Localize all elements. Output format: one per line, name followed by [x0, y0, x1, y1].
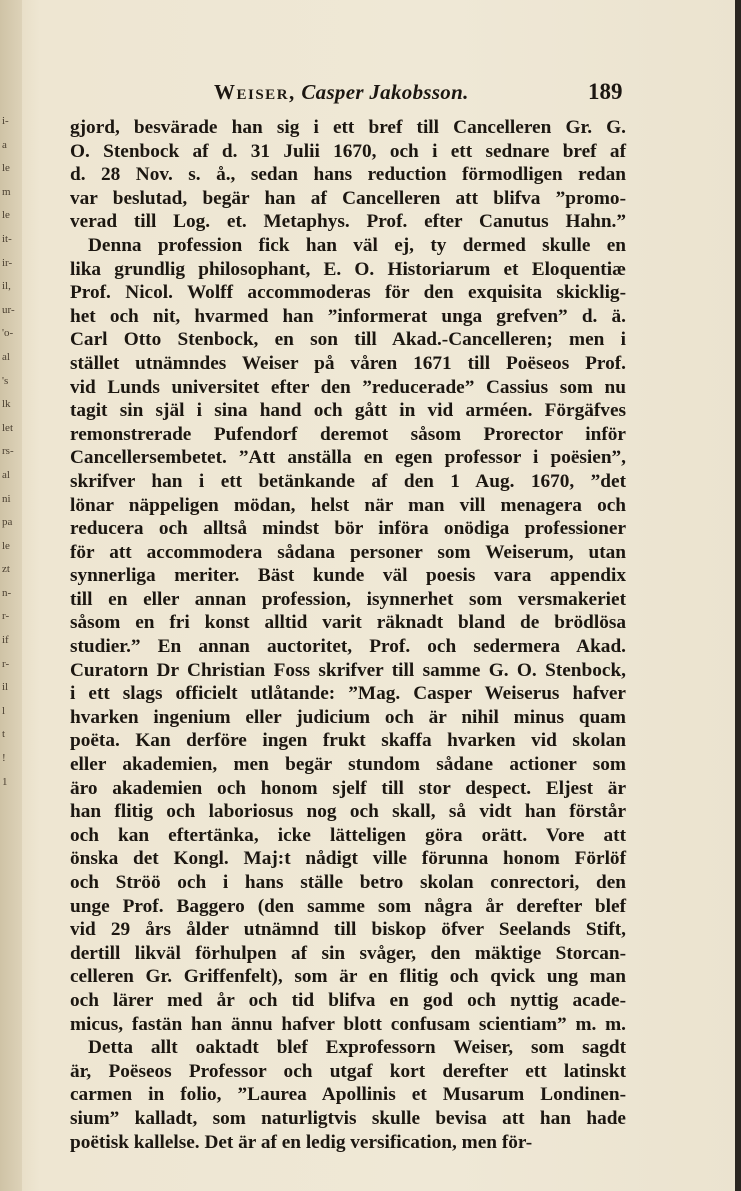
edge-mark: a: [2, 138, 7, 151]
text-line: Prof. Nicol. Wolff accommoderas för den exquisita skicklig-: [70, 282, 626, 304]
edge-mark: let: [2, 421, 13, 434]
edge-mark: il,: [2, 280, 11, 293]
text-line: var beslutad, begär han af Cancelleren att blifva ”promo-: [70, 187, 626, 209]
text-line: såsom en fri konst alltid varit räknadt bland de brödlösa: [70, 612, 626, 634]
edge-mark: if: [2, 634, 9, 647]
text-line: micus, fastän han ännu hafver blott confusam scientiam” m. m.: [70, 1013, 626, 1035]
text-line: vid 29 års ålder utnämnd till biskop öfver Seelands Stift,: [70, 919, 626, 941]
text-line: Cancellersembetet. ”Att anställa en egen professor i poësien”,: [70, 447, 626, 469]
edge-mark: rs-: [2, 445, 14, 458]
edge-mark: ur-: [2, 303, 15, 316]
text-line: Curatorn Dr Christian Foss skrifver till samme G. O. Stenbock,: [70, 659, 626, 681]
text-line: O. Stenbock af d. 31 Julii 1670, och i ett sednare bref af: [70, 140, 626, 162]
edge-mark: le: [2, 539, 10, 552]
text-line: önska det Kongl. Maj:t nådigt ville förunna honom Förlöf: [70, 848, 626, 870]
text-line: verad till Log. et. Metaphys. Prof. efter Canutus Hahn.”: [70, 211, 626, 233]
text-line: är, Poëseos Professor och utgaf kort derefter ett latinskt: [70, 1060, 626, 1082]
text-line: carmen in folio, ”Laurea Apollinis et Musarum Londinen-: [70, 1084, 626, 1106]
text-line: het och nit, hvarmed han ”informerat unga grefven” d. ä.: [70, 305, 626, 327]
page-number: 189: [588, 79, 623, 104]
text-line: och Ströö och i hans ställe betro skolan conrectori, den: [70, 872, 626, 893]
text-line: för att accommodera sådana personer som Weiserum, utan: [70, 541, 626, 563]
text-line: unge Prof. Baggero (den samme som några år derefter blef: [70, 895, 626, 917]
edge-mark: lk: [2, 398, 11, 411]
text-line: han flitig och laboriosus nog och skall, så vidt han förstår: [70, 801, 626, 823]
edge-mark: n-: [2, 586, 12, 599]
text-line: tagit sin själ i sina hand och gått in vid arméen. Förgäfves: [70, 400, 626, 422]
edge-mark: it-: [2, 232, 12, 245]
edge-mark: zt: [2, 563, 10, 576]
text-line: eller akademien, men begär stundom sådane actioner som: [70, 754, 626, 776]
text-line: poëtisk kallelse. Det är af en ledig versification, men för-: [70, 1131, 533, 1153]
edge-mark: 's: [2, 374, 9, 387]
edge-mark: r-: [2, 610, 10, 623]
edge-mark: ni: [2, 492, 11, 505]
edge-mark: al: [2, 468, 10, 481]
edge-mark: !: [2, 752, 6, 765]
edge-mark: le: [2, 209, 10, 222]
text-line: dertill likväl förhulpen af sin svåger, den mäktige Storcan-: [70, 942, 626, 964]
text-line: vid Lunds universitet efter den ”reducerade” Cassius som nu: [70, 376, 626, 398]
text-line: reducera och alltså mindst bör införa onödiga professioner: [70, 518, 626, 540]
edge-mark: ir-: [2, 256, 13, 269]
text-line: äro akademien och honom sjelf till stor despect. Eljest är: [70, 777, 626, 799]
text-line: celleren Gr. Griffenfelt), som är en flitig och qvick ung man: [70, 966, 626, 988]
text-line: till en eller annan profession, isynnerhet som versmakeriet: [70, 588, 626, 610]
edge-mark: i-: [2, 115, 9, 127]
edge-mark: pa: [2, 516, 13, 529]
edge-mark: 1: [2, 775, 8, 788]
running-head-title: Casper Jakobsson.: [301, 80, 469, 104]
text-line: studier.” En annan auctoritet, Prof. och sedermera Akad.: [70, 636, 626, 658]
page-right-edge: [735, 0, 741, 1191]
running-head-author: Weiser,: [214, 80, 296, 104]
text-line: Carl Otto Stenbock, en son till Akad.-Cancelleren; men i: [70, 329, 626, 351]
edge-mark: r-: [2, 657, 10, 670]
page-header: [0, 80, 741, 110]
text-line: lika grundlig philosophant, E. O. Historiarum et Eloquentiæ: [70, 258, 626, 280]
edge-mark: m: [2, 185, 11, 198]
text-line: Detta allt oaktadt blef Exprofessorn Weiser, som sagdt: [88, 1037, 626, 1059]
text-line: i ett slags officielt utlåtande: ”Mag. Casper Weiserus hafver: [70, 683, 626, 705]
text-line: poëta. Kan derföre ingen frukt skaffa hvarken vid skolan: [70, 730, 626, 752]
edge-mark: 'o-: [2, 327, 14, 340]
edge-mark: l: [2, 704, 6, 717]
text-line: skrifver han i ett betänkande af den 1 Aug. 1670, ”det: [70, 470, 626, 492]
adjacent-page-marks: [2, 110, 18, 794]
edge-mark: t: [2, 728, 6, 741]
text-line: stället utnämndes Weiser på våren 1671 till Poëseos Prof.: [70, 352, 626, 374]
text-line: d. 28 Nov. s. å., sedan hans reduction förmodligen redan: [70, 164, 626, 186]
text-line: gjord, besvärade han sig i ett bref till Cancelleren Gr. G.: [70, 117, 626, 138]
edge-mark: le: [2, 162, 10, 175]
edge-mark: al: [2, 350, 10, 363]
text-line: Denna profession fick han väl ej, ty dermed skulle en: [88, 234, 626, 256]
text-line: och lärer med år och tid blifva en god och nyttig acade-: [70, 989, 626, 1011]
adjacent-page-edge: [0, 0, 22, 1191]
text-line: och kan eftertänka, icke lätteligen göra orätt. Vore att: [70, 824, 626, 846]
text-line: hvarken ingenium eller judicium och är nihil minus quam: [70, 706, 626, 728]
running-head: [214, 80, 469, 105]
edge-mark: il: [2, 681, 9, 694]
text-line: remonstrerade Pufendorf deremot såsom Prorector inför: [70, 423, 626, 445]
text-line: sium” kalladt, som naturligtvis skulle bevisa att han hade: [70, 1107, 626, 1129]
body-text: [70, 116, 626, 1154]
text-line: lönar näppeligen mödan, helst när man vill menagera och: [70, 494, 626, 516]
text-line: synnerliga meriter. Bäst kunde väl poesis vara appendix: [70, 565, 626, 587]
